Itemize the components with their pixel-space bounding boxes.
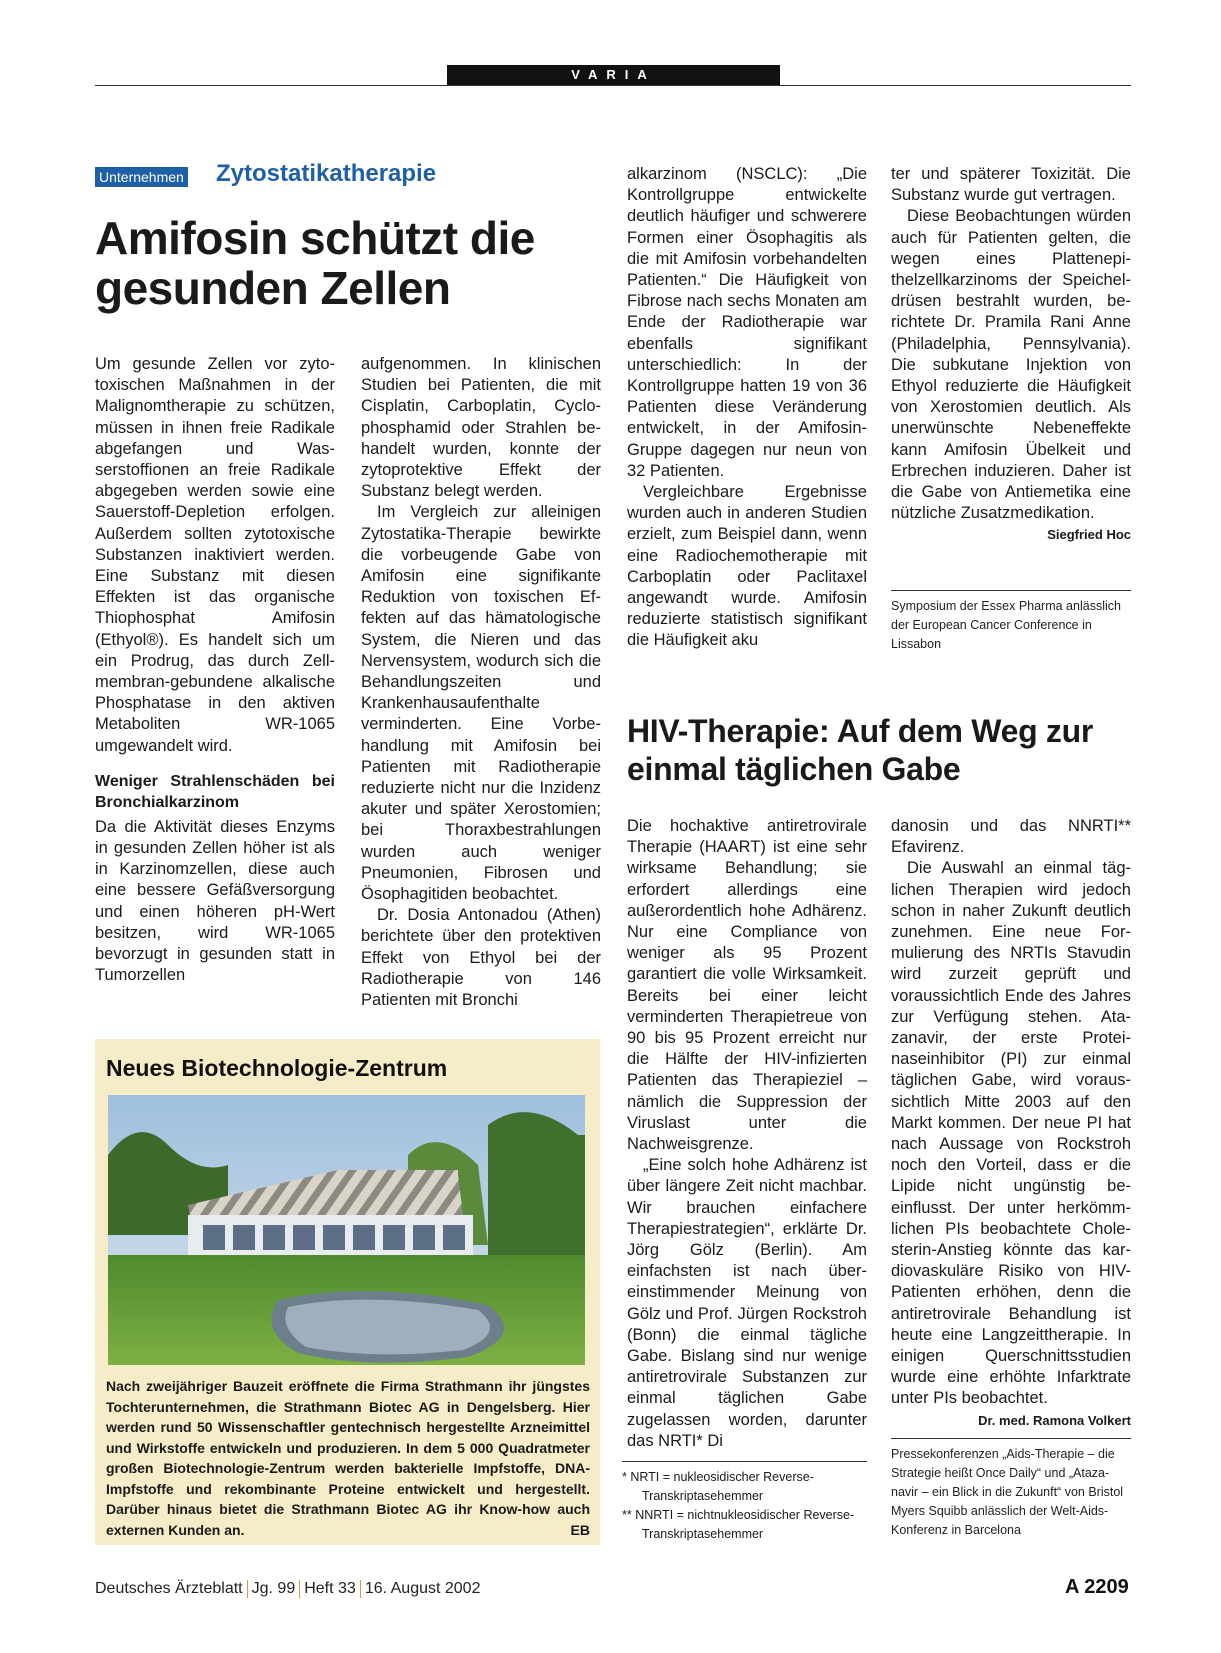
paragraph: danosin und das NNRTI** Efavirenz.: [891, 817, 1131, 857]
header-rule: [95, 85, 1131, 86]
footer-citation: [95, 1580, 480, 1598]
article2-column-1: [627, 816, 867, 1452]
footnote: ** NNRTI = nichtnukleosidischer Reverse-Transkriptasehemmer: [622, 1508, 855, 1541]
source-rule: [891, 590, 1131, 591]
photo-caption: [106, 1376, 590, 1540]
page-number: A 2209: [1065, 1576, 1129, 1598]
sidebar-title: Neues Biotechnologie-Zentrum: [106, 1055, 448, 1081]
article-headline: HIV-Therapie: Auf dem Weg zur einmal täglichen Gabe: [627, 713, 1094, 787]
paragraph: [891, 858, 1131, 1428]
source-note: Symposium der Essex Pharma anlässlich der European Cancer Conference in Lissabon: [891, 599, 1121, 651]
footnote-rule: [622, 1461, 867, 1462]
footnote: * NRTI = nukleosidischer Reverse-Transkriptasehemmer: [622, 1470, 814, 1503]
paragraph: Die hochaktive antiretrovirale Therapie (HAART) ist eine sehr wirksame Behandlung; sie erfordert allerdings eine außerordentlich hohe Adhärenz. Nur eine Compliance von weniger als 95 Prozent garantiert die volle Wirksamkeit. Bereits bei einer leicht verminderten Therapietreue von 90 bis 95 Prozent erreicht nur die Hälfte der HIV-infizierten Patienten das Therapieziel – nämlich die Suppression der Viruslast unter die Nachweisgrenze.: [627, 817, 867, 1154]
volume: Jg. 99: [251, 1580, 296, 1598]
paragraph: ter und späterer Toxizität. Die Substanz wurde gut vertragen.: [891, 165, 1131, 205]
issue-date: 16. August 2002: [364, 1580, 481, 1598]
paragraph: „Eine solch hohe Adhärenz ist über längere Zeit nicht machbar. Wir brauchen einfachere Therapiestrategien“, erklärte Dr. Jörg Gölz (Berlin). Am einfachsten ist nach übereinstimmender Meinung von Gölz und Prof. Jürgen Rockstroh (Bonn) die einmal tägliche Gabe. Bislang sind nur wenige antiretrovirale Substanzen zur einmal täglichen Gabe zugelassen worden, darunter das NRTI* Di: [627, 1156, 867, 1450]
footnotes: [622, 1468, 867, 1544]
journal-name: Deutsches Ärzteblatt: [95, 1580, 243, 1598]
paragraph: Um gesunde Zellen vor zytotoxischen Maßnahmen in der Malignomtherapie zu schützen, müssen in ihnen freie Radikale abgefangen und Wasserstoffionen an freie Radikale abgegeben werden sowie eine Sauerstoff-Depletion erfolgen. Außerdem sollten zytotoxische Substanzen inaktiviert werden. Eine Substanz mit diesen Effekten ist das organische Thiophosphat Amifosin (Ethyol®). Es handelt sich um ein Prodrug, das durch Zellmembran-gebundene alkalische Phosphatase in den aktiven Metaboliten WR-1065 umgewandelt wird.: [95, 355, 335, 755]
paragraph-text: Die Auswahl an einmal täglichen Therapien wird jedoch schon in naher Zukunft deutlich zunehmen. Eine neue Formulierung des NRTIs Stavudin wird zurzeit geprüft und voraussichtlich Ende des Jahres zur Verfügung stehen. Atazanavir, der erste Proteinaseinhibitor (PI) zur einmal täglichen Gabe, wird voraussichtlich Mitte 2003 auf den Markt kommen. Der neue PI hat nach Aussage von Rockstroh noch den Vorteil, dass er die Lipide nicht ungünstig beeinflusst. Der unter herkömmlichen PIs beobachtete Cholesterin-Anstieg könnte das kardiovaskuläre Risiko von HIV-Patienten erhöhen, denn die antiretrovirale Behandlung ist heute eine Langzeittherapie. In einigen Querschnittsstudien wurde eine erhöhte Infarktrate unter PIs beobachtet.: [891, 859, 1131, 1408]
article1-column-1: [95, 354, 335, 986]
paragraph: Dr. Dosia Antonadou (Athen) berichtete über den protektiven Effekt von Ethyol bei der Radiotherapie von 146 Patienten mit Bronchi: [361, 906, 601, 1010]
subheading: Weniger Strahlenschäden bei Bronchialkarzinom: [95, 772, 335, 811]
building-photo: [108, 1095, 585, 1365]
source-note: Pressekonferenzen „Aids-Therapie – die Strategie heißt Once Daily“ und „Atazanavir – ein Blick in die Zukunft“ von Bristol Myers Squibb anlässlich der Welt-Aids-Konferenz in Barcelona: [891, 1447, 1124, 1537]
author-byline: Dr. med. Ramona Volkert: [978, 1412, 1131, 1428]
kicker-label: Unternehmen: [95, 167, 188, 187]
paragraph: Vergleichbare Ergebnisse wurden auch in anderen Studien erzielt, zum Beispiel dann, wenn eine Radiochemotherapie mit Carboplatin oder Paclitaxel angewandt wurde. Amifosin reduzierte statistisch signifikant die Häufigkeit aku: [627, 483, 867, 650]
paragraph: Im Vergleich zur alleinigen Zytostatika-Therapie bewirkte die vorbeugende Gabe von Amifosin eine signifikante Reduktion von toxischen Effekten auf das hämatologische System, die Nieren und das Nervensystem, wodurch sich die Behandlungszeiten und Krankenhausaufenthalte verminderten. Eine Vorbehandlung mit Amifosin bei Patienten mit Radiotherapie reduzierte nicht nur die Inzidenz akuter und später Xerostomien; bei Thoraxbestrahlungen wurden auch weniger Pneumonien, Fibrosen und Ösophagitiden beobachtet.: [361, 503, 601, 904]
author-byline: Siegfried Hoc: [1047, 527, 1131, 543]
paragraph: Da die Aktivität dieses Enzyms in gesunden Zellen höher ist als in Karzinomzellen, diese auch eine bessere Gefäßversorgung und einen höheren pH-Wert besitzen, wird WR-1065 bevorzugt in gesunden statt in Tumorzellen: [95, 817, 335, 985]
paragraph-text: Diese Beobachtungen würden auch für Patienten gelten, die wegen eines Plattenepithelzellkarzinoms der Speicheldrüsen bestrahlt wurden, berichtete Dr. Pramila Rani Anne (Philadelphia, Pennsylvania). Die subkutane Injektion von Ethyol reduzierte die Häufigkeit von Xerostomien deutlich. Als unerwünschte Nebeneffekte kann Amifosin Übelkeit und Erbrechen induzieren. Daher ist die Gabe von Antiemetika eine nützliche Zusatzmedikation.: [891, 207, 1131, 523]
article1-column-3: [627, 164, 867, 652]
article1-column-4: [891, 164, 1131, 546]
caption-author: EB: [570, 1521, 590, 1538]
separator: [360, 1580, 361, 1598]
article1-column-2: [361, 354, 601, 1011]
issue: Heft 33: [304, 1580, 356, 1598]
article-headline: Amifosin schützt die gesunden Zellen: [95, 212, 535, 314]
article2-column-2: [891, 816, 1131, 1431]
separator: [299, 1580, 300, 1598]
separator: [247, 1580, 248, 1598]
paragraph: alkarzinom (NSCLC): „Die Kontrollgruppe entwickelte deutlich häufiger und schwerere Formen einer Ösophagitis als die mit Amifosin vorbehandelten Patienten.“ Die Häufigkeit von Fibrose nach sechs Monaten am Ende der Radiotherapie war ebenfalls signifikant unterschiedlich: In der Kontrollgruppe hatten 19 von 36 Patienten diese Veränderung entwickelt, in der Amifosin-Gruppe dagegen nur neun von 32 Patienten.: [627, 165, 867, 480]
paragraph: [891, 206, 1131, 543]
caption-text: Nach zweijähriger Bauzeit eröffnete die Firma Strathmann ihr jüngstes Tochterunternehmen, die Strathmann Biotec AG in Dengelsberg. Hier werden rund 50 Wissenschaftler gentechnisch hergestellte Arzneimittel und Wirkstoffe entwickeln und produzieren. In dem 5 000 Quadratmeter großen Biotechnologie-Zentrum werden bakterielle Impfstoffe, DNA-Impfstoffe und rekombinante Proteine entwickelt und hergestellt. Darüber hinaus bietet die Strathmann Biotec AG ihr Know-how auch externen Kunden an.: [106, 1378, 590, 1538]
paragraph: aufgenommen. In klinischen Studien bei Patienten, die mit Cisplatin, Carboplatin, Cyclophosphamid oder Strahlen behandelt wurden, konnte der zytoprotektive Effekt der Substanz belegt werden.: [361, 355, 601, 501]
source-rule: [891, 1438, 1131, 1439]
kicker-title: Zytostatikatherapie: [216, 160, 437, 187]
section-label: VARIA: [447, 65, 780, 85]
